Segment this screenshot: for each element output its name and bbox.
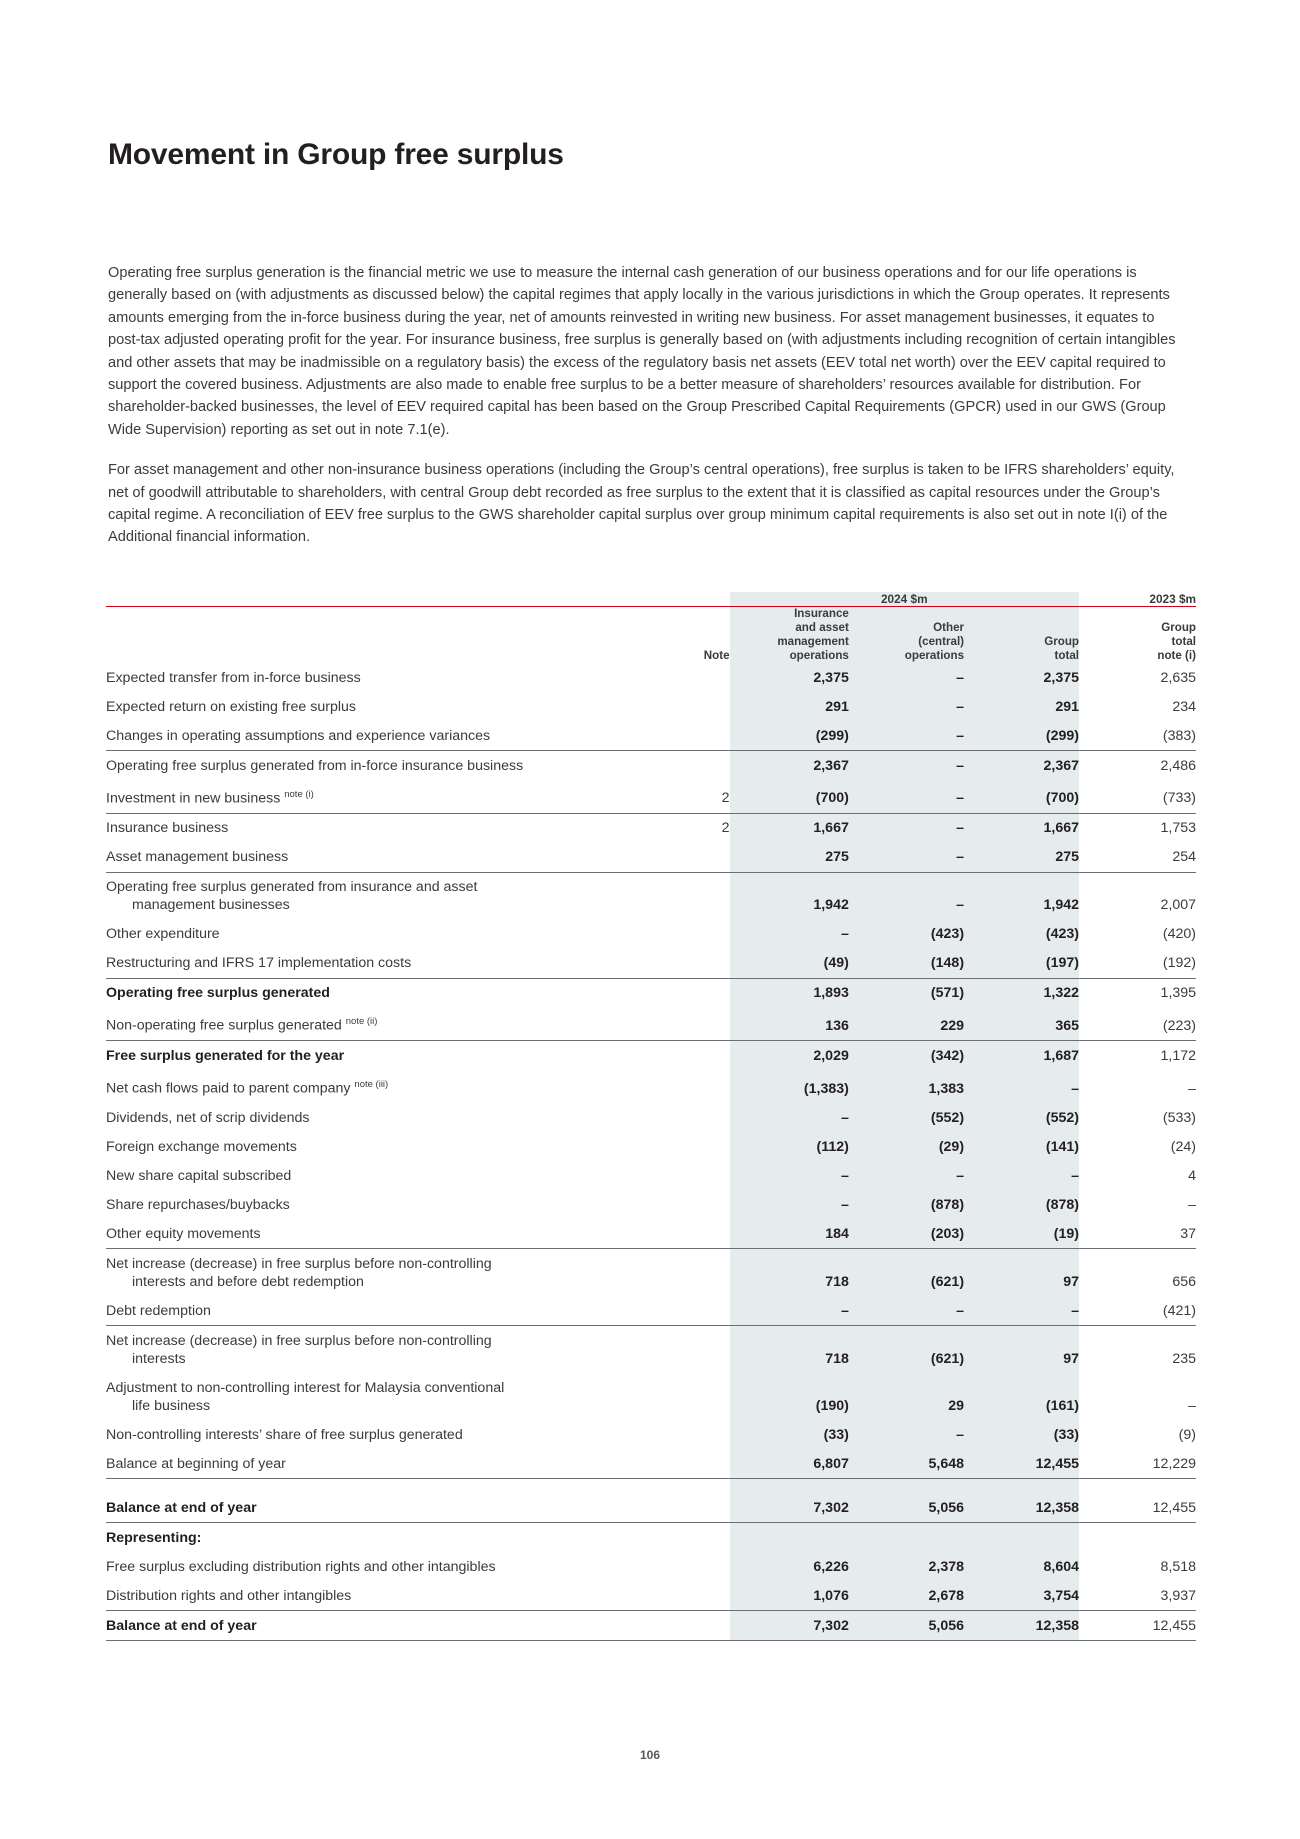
row-label: Representing: (106, 1529, 202, 1546)
row-value-other: – (849, 1420, 964, 1449)
table-row (106, 978, 1196, 1008)
row-note (670, 1249, 730, 1297)
header-insurance-operations (730, 607, 849, 664)
row-label: Restructuring and IFRS 17 implementation costs (106, 949, 670, 979)
row-label: Free surplus generated for the year (106, 1047, 345, 1064)
row-value-prev: – (1188, 1080, 1196, 1097)
row-label: Insurance business (106, 820, 229, 837)
row-value-other: 1,383 (849, 1070, 964, 1103)
row-value-prev: 12,229 (1079, 1449, 1196, 1479)
row-value-prev: 254 (1079, 843, 1196, 873)
row-value-prev: (223) (1079, 1008, 1196, 1041)
row-value-insurance: 1,942 (730, 872, 849, 920)
header-insurance-line4: operations (789, 649, 849, 662)
row-value-prev: (420) (1162, 926, 1196, 943)
row-value-other: 2,678 (849, 1581, 964, 1611)
header-other-line3: operations (904, 649, 965, 662)
row-value-other: (621) (849, 1326, 964, 1374)
header-blank (106, 607, 670, 664)
row-value-insurance: 2,367 (730, 751, 849, 781)
spacer-cell (106, 592, 670, 607)
table-row (106, 1161, 1196, 1190)
table-row (106, 1008, 1196, 1041)
row-value-prev: – (1188, 1397, 1196, 1414)
table-row (106, 1326, 1196, 1374)
row-value-insurance: 275 (730, 843, 849, 873)
table-row (106, 721, 1196, 751)
row-value-insurance: 1,076 (730, 1581, 849, 1611)
row-value-group: – (964, 1296, 1079, 1326)
spacer-cell (964, 1479, 1079, 1494)
row-value-group: (299) (964, 721, 1079, 751)
row-label: New share capital subscribed (106, 1167, 292, 1184)
header-prev-line2: total (1171, 635, 1196, 648)
row-value-insurance: 1,667 (730, 813, 849, 843)
row-label: Operating free surplus generated from insurance and asset management businesses (106, 879, 478, 914)
row-value-insurance: 2,375 (730, 663, 849, 692)
row-note (670, 1581, 730, 1611)
row-value-group: 275 (964, 843, 1079, 873)
row-value-insurance: – (730, 1161, 849, 1190)
row-value-other: 5,056 (849, 1493, 964, 1523)
row-value-other: – (849, 663, 964, 692)
header-prev-group-total (1079, 607, 1196, 664)
paragraph-2: For asset management and other non-insurance business operations (including the Group’s central operations), free surplus is taken to be IFRS shareholders’ equity, net of goodwill attributable to shareholders, with central Group debt recorded as free surplus to the extent that it is classified as capital resources under the Group’s capital regime. A reconciliation of EEV free surplus to the GWS shareholder capital surplus over group minimum capital requirements is also set out in note I(i) of the Additional financial information. (108, 462, 1175, 546)
row-value-group: 3,754 (964, 1581, 1079, 1611)
row-value-prev: (24) (1170, 1138, 1196, 1155)
row-value-group: (878) (964, 1190, 1079, 1219)
row-value-other: (203) (849, 1219, 964, 1249)
row-value-group: 97 (964, 1249, 1079, 1297)
row-value-group: (700) (964, 780, 1079, 813)
row-value-other: (621) (849, 1249, 964, 1297)
row-value-insurance: 1,893 (730, 978, 849, 1008)
header-current-year: 2024 $m (730, 592, 1079, 607)
row-value-group: (19) (964, 1219, 1079, 1249)
spacer-cell (670, 1479, 730, 1494)
row-value-prev: 235 (1172, 1350, 1196, 1367)
row-label: Net increase (decrease) in free surplus before non-controlling interests (106, 1332, 492, 1367)
row-value-prev: 234 (1172, 698, 1196, 715)
row-note (670, 1420, 730, 1449)
header-prev-line3: note (i) (1157, 649, 1196, 662)
row-note (670, 843, 730, 873)
header-insurance-line1: Insurance (794, 607, 849, 620)
row-value-insurance: – (730, 1190, 849, 1219)
header-group-line1: Group (1044, 635, 1080, 648)
table-row (106, 920, 1196, 949)
row-value-insurance: 6,226 (730, 1552, 849, 1581)
row-label: Free surplus excluding distribution rights and other intangibles (106, 1558, 496, 1575)
row-note (670, 1041, 730, 1071)
row-note (670, 1523, 730, 1553)
row-note: 2 (721, 820, 730, 837)
row-value-insurance: 718 (730, 1326, 849, 1374)
row-note (670, 1103, 730, 1132)
row-value-other: (878) (849, 1190, 964, 1219)
row-value-prev: 1,172 (1160, 1047, 1196, 1064)
row-value-group: 12,455 (964, 1449, 1079, 1479)
row-value-other: (342) (849, 1041, 964, 1071)
row-label: Operating free surplus generated (106, 985, 330, 1002)
row-label: Share repurchases/buybacks (106, 1196, 290, 1213)
table-row (106, 1070, 1196, 1103)
row-label: Net increase (decrease) in free surplus before non-controlling interests and before debt redemption (106, 1255, 492, 1290)
row-value-prev: (733) (1079, 780, 1196, 813)
header-prev-line1: Group (1161, 621, 1196, 634)
row-value-prev: 4 (1188, 1167, 1196, 1184)
row-note (670, 1552, 730, 1581)
row-value-other: (29) (849, 1132, 964, 1161)
table-row (106, 751, 1196, 781)
row-label: Balance at end of year (106, 1611, 670, 1641)
row-value-prev: 12,455 (1079, 1611, 1196, 1641)
row-note (670, 1161, 730, 1190)
row-value-group: (197) (964, 949, 1079, 979)
page-title: Movement in Group free surplus (108, 138, 564, 172)
table-row (106, 1296, 1196, 1326)
row-label: Adjustment to non-controlling interest for Malaysia conventional life business (106, 1379, 505, 1414)
row-value-insurance: 7,302 (730, 1493, 849, 1523)
row-note (670, 1373, 730, 1420)
row-value-other: (148) (849, 949, 964, 979)
row-note (670, 1611, 730, 1641)
spacer-cell (106, 1479, 670, 1494)
row-value-other: (571) (849, 978, 964, 1008)
row-value-other: – (849, 721, 964, 751)
row-value-other: – (849, 692, 964, 721)
table-row (106, 1219, 1196, 1249)
row-label: Asset management business (106, 843, 670, 873)
table-year-header-row (106, 592, 1196, 607)
row-value-group: 365 (964, 1008, 1079, 1041)
row-value-insurance: 7,302 (730, 1611, 849, 1641)
row-note (670, 872, 730, 920)
row-value-group: (423) (964, 920, 1079, 949)
row-value-group: 1,667 (964, 813, 1079, 843)
row-value-prev: 8,518 (1160, 1558, 1196, 1575)
header-group-line2: total (1054, 649, 1080, 662)
row-value-insurance: (299) (730, 721, 849, 751)
row-label: Operating free surplus generated from in-force insurance business (106, 757, 524, 774)
table-row (106, 1373, 1196, 1420)
row-value-insurance: (49) (730, 949, 849, 979)
table-row (106, 663, 1196, 692)
row-value-prev: (421) (1079, 1296, 1196, 1326)
row-label: Expected transfer from in-force business (106, 669, 361, 686)
row-note (670, 1296, 730, 1326)
row-value-other: – (849, 813, 964, 843)
intro-text (108, 262, 1188, 567)
row-label: Investment in new business $^{note (i)}$ (106, 780, 670, 813)
row-value-group: (141) (964, 1132, 1079, 1161)
row-note (670, 1190, 730, 1219)
table-spacer-row (106, 1479, 1196, 1494)
row-label: Non-operating free surplus generated $^{note (ii)}$ (106, 1008, 670, 1041)
row-value-group: – (964, 1161, 1079, 1190)
row-label: Changes in operating assumptions and experience variances (106, 721, 670, 751)
table-row (106, 1041, 1196, 1071)
row-value-other: (552) (849, 1103, 964, 1132)
row-value-group: (161) (964, 1373, 1079, 1420)
spacer-cell (849, 1479, 964, 1494)
row-value-other: 229 (849, 1008, 964, 1041)
row-value-group: 1,687 (964, 1041, 1079, 1071)
header-previous-year: 2023 $m (1149, 592, 1196, 606)
table-row (106, 843, 1196, 873)
header-insurance-line2: and asset (795, 621, 849, 634)
row-value-prev: (383) (1079, 721, 1196, 751)
row-value-prev: (9) (1178, 1426, 1196, 1443)
row-value-other: – (849, 751, 964, 781)
row-note (670, 1008, 730, 1041)
row-label: Balance at beginning of year (106, 1449, 670, 1479)
spacer-cell-note (670, 592, 730, 607)
row-value-group: 97 (964, 1326, 1079, 1374)
row-value-group: 1,322 (964, 978, 1079, 1008)
table-row (106, 1132, 1196, 1161)
row-value-prev: 1,753 (1160, 820, 1196, 837)
row-value-prev: 2,486 (1160, 757, 1196, 774)
table-column-header-row (106, 607, 1196, 664)
row-value-insurance: (112) (730, 1132, 849, 1161)
row-label: Expected return on existing free surplus (106, 698, 356, 715)
row-value-prev: 12,455 (1079, 1493, 1196, 1523)
row-value-insurance (730, 1523, 849, 1553)
row-value-group: 12,358 (964, 1611, 1079, 1641)
row-label: Other expenditure (106, 926, 220, 943)
row-value-other: 29 (849, 1373, 964, 1420)
row-label: Dividends, net of scrip dividends (106, 1109, 310, 1126)
row-value-group: 2,367 (964, 751, 1079, 781)
row-label: Foreign exchange movements (106, 1138, 297, 1155)
row-value-insurance: – (730, 1296, 849, 1326)
row-label: Balance at end of year (106, 1493, 670, 1523)
row-label: Net cash flows paid to parent company $^{note (iii)}$ (106, 1078, 389, 1097)
header-insurance-line3: management (777, 635, 849, 648)
row-note (670, 949, 730, 979)
table-row (106, 1103, 1196, 1132)
row-value-group: (552) (964, 1103, 1079, 1132)
row-value-insurance: 184 (730, 1219, 849, 1249)
row-value-group (964, 1523, 1079, 1553)
table-row (106, 1449, 1196, 1479)
row-note (670, 721, 730, 751)
row-value-prev: (192) (1079, 949, 1196, 979)
paragraph-1: Operating free surplus generation is the financial metric we use to measure the internal cash generation of our business operations and for our life operations is generally based on (with adjustments as discussed below) the capital regimes that apply locally in the various jurisdictions in which the Group operates. It represents amounts emerging from the in-force business during the year, net of amounts reinvested in writing new business. For asset management businesses, it equates to post-tax adjusted operating profit for the year. For insurance business, free surplus is generally based on (with adjustments including recognition of certain intangibles and other assets that may be inadmissible on a regulatory basis) the excess of the regulatory basis net assets (EEV total net worth) over the EEV capital required to support the covered business. Adjustments are also made to enable free surplus to be a better measure of shareholders’ resources available for distribution. For shareholder-backed businesses, the level of EEV required capital has been based on the Group Prescribed Capital Requirements (GPCR) used in our GWS (Group Wide Supervision) reporting as set out in note 7.1(e). (108, 265, 1176, 438)
row-value-prev: 2,007 (1160, 897, 1196, 914)
row-note (670, 1070, 730, 1103)
row-note: 2 (670, 780, 730, 813)
table-body (106, 663, 1196, 1641)
spacer-cell (730, 1479, 849, 1494)
row-value-prev: 37 (1079, 1219, 1196, 1249)
row-value-insurance: 6,807 (730, 1449, 849, 1479)
row-value-prev: 3,937 (1079, 1581, 1196, 1611)
table-row (106, 1581, 1196, 1611)
header-note: Note (670, 607, 730, 664)
row-value-other: – (849, 780, 964, 813)
row-value-prev: (533) (1162, 1109, 1196, 1126)
header-group-total (964, 607, 1079, 664)
table-row (106, 1249, 1196, 1297)
row-note (670, 1132, 730, 1161)
row-value-insurance: – (730, 1103, 849, 1132)
row-value-group: (33) (964, 1420, 1079, 1449)
row-value-group: 12,358 (964, 1493, 1079, 1523)
row-value-group: 2,375 (964, 663, 1079, 692)
row-value-prev: 2,635 (1160, 669, 1196, 686)
row-value-prev: 656 (1172, 1273, 1196, 1290)
row-value-insurance: 2,029 (730, 1041, 849, 1071)
table-row (106, 1190, 1196, 1219)
table-row (106, 1611, 1196, 1641)
row-value-other: 2,378 (849, 1552, 964, 1581)
row-note (670, 1219, 730, 1249)
row-value-insurance: 291 (730, 692, 849, 721)
row-note (670, 663, 730, 692)
row-label: Non-controlling interests’ share of free surplus generated (106, 1426, 463, 1443)
row-value-insurance: 718 (730, 1249, 849, 1297)
row-value-other: 5,056 (849, 1611, 964, 1641)
free-surplus-table (106, 592, 1196, 1641)
row-value-prev: 1,395 (1160, 985, 1196, 1002)
table-row (106, 949, 1196, 979)
row-note (670, 1493, 730, 1523)
row-note (670, 751, 730, 781)
row-value-insurance: (700) (730, 780, 849, 813)
table-row (106, 780, 1196, 813)
table-row (106, 692, 1196, 721)
row-note (670, 978, 730, 1008)
row-value-other: 5,648 (849, 1449, 964, 1479)
row-value-other: – (849, 843, 964, 873)
header-other-line1: Other (933, 621, 965, 634)
header-other-line2: (central) (918, 635, 965, 648)
row-value-other: – (849, 1296, 964, 1326)
row-note (670, 1326, 730, 1374)
table-row (106, 872, 1196, 920)
row-label: Debt redemption (106, 1296, 670, 1326)
table-row (106, 1493, 1196, 1523)
row-value-other (849, 1523, 964, 1553)
row-value-other: (423) (849, 920, 964, 949)
table-row (106, 1552, 1196, 1581)
row-label: Distribution rights and other intangibles (106, 1581, 670, 1611)
row-value-other: – (849, 872, 964, 920)
row-value-group: 8,604 (964, 1552, 1079, 1581)
row-value-group: 291 (964, 692, 1079, 721)
table-row (106, 1523, 1196, 1553)
table-row (106, 1420, 1196, 1449)
row-value-insurance: (33) (730, 1420, 849, 1449)
header-other-operations (849, 607, 964, 664)
row-value-prev (1079, 1523, 1196, 1553)
row-value-group: – (964, 1070, 1079, 1103)
row-value-insurance: (1,383) (730, 1070, 849, 1103)
row-note (670, 692, 730, 721)
row-value-insurance: – (730, 920, 849, 949)
row-value-insurance: (190) (730, 1373, 849, 1420)
row-value-other: – (849, 1161, 964, 1190)
page-number: 106 (639, 1748, 661, 1762)
row-label: Other equity movements (106, 1219, 670, 1249)
row-note (670, 1449, 730, 1479)
table-row (106, 813, 1196, 843)
spacer-cell (1079, 1479, 1196, 1494)
row-value-prev: – (1188, 1196, 1196, 1213)
row-value-insurance: 136 (730, 1008, 849, 1041)
row-value-group: 1,942 (964, 872, 1079, 920)
row-note (670, 920, 730, 949)
